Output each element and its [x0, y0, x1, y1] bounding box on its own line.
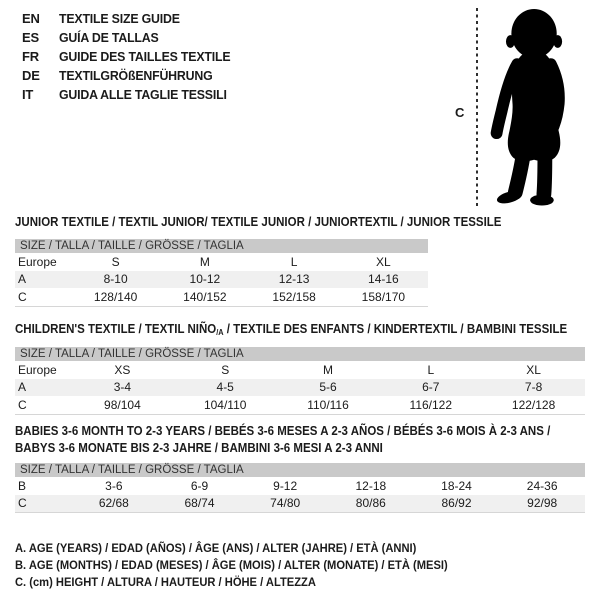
- legend-item-c: C. (cm) HEIGHT / ALTURA / HAUTEUR / HÖHE / ALTEZZA: [15, 575, 316, 589]
- table-row: [15, 361, 585, 379]
- table-row: [15, 253, 428, 271]
- row-label: Europe: [18, 362, 57, 377]
- size-cell: M: [199, 254, 210, 269]
- babies-size-header-bar: SIZE / TALLA / TAILLE / GRÖSSE / TAGLIA: [15, 463, 585, 477]
- language-row: [22, 66, 239, 85]
- size-cell: 122/128: [511, 397, 556, 412]
- size-cell: 6-9: [190, 478, 209, 493]
- junior-table-title: JUNIOR TEXTILE / TEXTIL JUNIOR/ TEXTILE JUNIOR / JUNIORTEXTIL / JUNIOR TESSILE: [15, 215, 502, 229]
- height-measure-label: C: [455, 105, 465, 120]
- language-label: TEXTILE SIZE GUIDE: [59, 11, 180, 26]
- baby-silhouette-icon: [487, 7, 587, 209]
- row-label: Europe: [18, 254, 57, 269]
- size-cell: L: [427, 362, 435, 377]
- language-row: [22, 28, 239, 47]
- children-title-suffix: / TEXTILE DES ENFANTS / KINDERTEXTIL / BAMBINI TESSILE: [223, 322, 568, 336]
- language-code: EN: [22, 11, 40, 26]
- table-row: [15, 271, 428, 289]
- size-cell: 7-8: [524, 380, 543, 395]
- size-cell: 4-5: [216, 380, 234, 395]
- language-code: DE: [22, 68, 40, 83]
- size-cell: XL: [526, 362, 541, 377]
- size-cell: 3-6: [105, 478, 123, 493]
- size-cell: 116/122: [409, 397, 453, 412]
- size-cell: 62/68: [98, 496, 129, 511]
- children-title-subscript: /A: [216, 328, 224, 337]
- row-label: A: [18, 380, 27, 395]
- language-row: [22, 9, 239, 28]
- size-cell: 9-12: [273, 478, 298, 493]
- children-size-header-bar: SIZE / TALLA / TAILLE / GRÖSSE / TAGLIA: [15, 347, 585, 361]
- junior-size-header-bar: SIZE / TALLA / TAILLE / GRÖSSE / TAGLIA: [15, 239, 428, 253]
- size-cell: 3-4: [113, 380, 132, 395]
- size-cell: 104/110: [203, 397, 247, 412]
- size-cell: 98/104: [104, 397, 141, 412]
- size-cell: 18-24: [441, 478, 472, 493]
- size-cell: XL: [376, 254, 391, 269]
- size-cell: 128/140: [93, 289, 138, 304]
- children-table: [15, 361, 585, 415]
- table-row: [15, 379, 585, 397]
- row-label: A: [18, 272, 27, 287]
- size-cell: 86/92: [441, 496, 472, 511]
- height-measure-line: [476, 8, 478, 208]
- language-label: TEXTILGRÖßENFÜHRUNG: [59, 68, 213, 83]
- size-cell: 12-18: [355, 478, 387, 493]
- size-cell: 12-13: [278, 272, 310, 287]
- size-cell: S: [111, 254, 120, 269]
- language-row: [22, 47, 239, 66]
- table-row: [15, 495, 585, 513]
- size-cell: L: [290, 254, 298, 269]
- language-label: GUIDA ALLE TAGLIE TESSILI: [59, 87, 227, 102]
- row-label: C: [18, 397, 27, 412]
- size-cell: 152/158: [272, 289, 316, 304]
- size-cell: 10-12: [189, 272, 221, 287]
- size-cell: 74/80: [270, 496, 301, 511]
- size-cell: 24-36: [526, 478, 558, 493]
- legend: [15, 540, 480, 591]
- size-cell: S: [221, 362, 230, 377]
- row-label: B: [18, 478, 27, 493]
- size-cell: 6-7: [422, 380, 440, 395]
- legend-item-a: A. AGE (YEARS) / EDAD (AÑOS) / ÂGE (ANS) / ALTER (JAHRE) / ETÀ (ANNI): [15, 541, 417, 555]
- babies-title-line2: BABYS 3-6 MONATE BIS 2-3 JAHRE / BAMBINI 3-6 MESI A 2-3 ANNI: [15, 441, 383, 455]
- legend-item-b: B. AGE (MONTHS) / EDAD (MESES) / ÂGE (MOIS) / ALTER (MONATE) / ETÀ (MESI): [15, 558, 448, 572]
- size-cell: M: [322, 362, 333, 377]
- language-label: GUIDE DES TAILLES TEXTILE: [59, 49, 231, 64]
- size-cell: 5-6: [319, 380, 337, 395]
- size-cell: 110/116: [307, 397, 349, 412]
- babies-table: [15, 477, 585, 513]
- language-code: IT: [22, 87, 34, 102]
- children-title-prefix: CHILDREN'S TEXTILE / TEXTIL NIÑO: [15, 322, 217, 336]
- size-cell: XS: [114, 362, 131, 377]
- size-cell: 92/98: [527, 496, 558, 511]
- table-row: [15, 288, 428, 306]
- size-cell: 68/74: [184, 496, 215, 511]
- language-label: GUÍA DE TALLAS: [59, 30, 159, 45]
- babies-title-line1: BABIES 3-6 MONTH TO 2-3 YEARS / BEBÉS 3-6 MESES A 2-3 AÑOS / BÉBÉS 3-6 MOIS À 2-3 ANS /: [15, 424, 551, 438]
- language-list: [22, 9, 239, 104]
- junior-table: [15, 253, 428, 307]
- language-code: FR: [22, 49, 39, 64]
- row-label: C: [18, 289, 27, 304]
- children-table-title: [15, 321, 567, 341]
- table-row: [15, 477, 585, 495]
- size-cell: 80/86: [355, 496, 386, 511]
- row-label: C: [18, 496, 27, 511]
- size-cell: 8-10: [103, 272, 128, 287]
- size-cell: 14-16: [368, 272, 399, 287]
- table-row: [15, 396, 585, 414]
- babies-table-title: [15, 423, 550, 457]
- size-cell: 140/152: [183, 289, 227, 304]
- language-row: [22, 85, 239, 104]
- size-cell: 158/170: [361, 289, 406, 304]
- language-code: ES: [22, 30, 39, 45]
